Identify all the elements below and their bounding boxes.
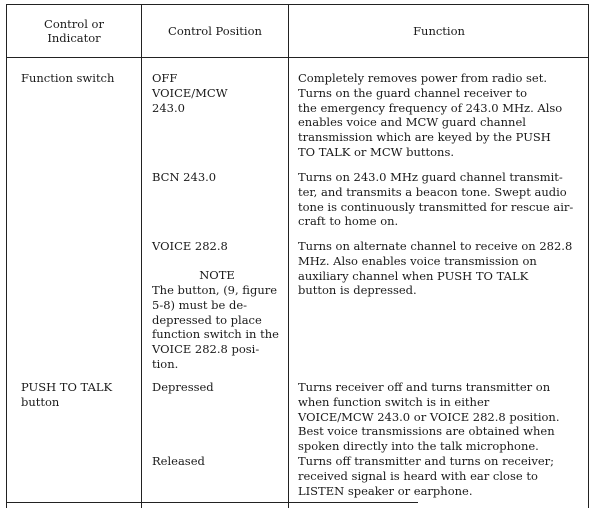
function-description: Turns on 243.0 MHz guard channel transmit- ter, and transmits a beacon tone. Swept audio tone is continuously transmitted for rescue air- craft to home on. (298, 170, 574, 229)
header-function (289, 5, 589, 57)
control-function-switch: Function switch (21, 71, 115, 85)
header-control-position (142, 5, 288, 57)
header-divider (7, 57, 588, 58)
position-voice-282: VOICE 282.8 (152, 239, 228, 253)
header-line: Control or (44, 17, 104, 31)
header-label: Function (413, 24, 465, 38)
function-description: Completely removes power from radio set. Turns on the guard channel receiver to the emergency frequency of 243.0 MHz. Also enables voice and MCW guard channel transmission which are keyed by the PUSH TO TALK or MCW buttons. (298, 71, 563, 159)
position-bcn: BCN 243.0 (152, 170, 217, 184)
position-off-voice-mcw: OFF VOICE/MCW 243.0 (152, 71, 228, 115)
function-description: Turns receiver off and turns transmitter on when function switch is in either VOICE/MCW 243.0 or VOICE 282.8 position. Best voice transmissions are obtained when spoken directly into the talk microphone. (298, 380, 560, 454)
bottom-rule (6, 502, 418, 503)
header-line: Indicator (47, 31, 101, 45)
position-depressed: Depressed (152, 380, 214, 394)
position-released: Released (152, 454, 205, 468)
header-label: Control Position (168, 24, 262, 38)
note-text: The button, (9, figure 5-8) must be de- depressed to place function switch in the VOICE 282.8 posi- tion. (152, 283, 279, 371)
header-control-indicator (7, 5, 141, 57)
controls-table (6, 4, 589, 508)
control-push-to-talk: PUSH TO TALK button (21, 380, 113, 409)
function-description: Turns on alternate channel to receive on 282.8 MHz. Also enables voice transmission on auxiliary channel when PUSH TO TALK button is depressed. (298, 239, 573, 298)
column-divider (288, 5, 289, 508)
column-divider (141, 5, 142, 508)
function-description: Turns off transmitter and turns on receiver; received signal is heard with ear close to LISTEN speaker or earphone. (298, 454, 555, 498)
note-title: NOTE (199, 268, 235, 282)
